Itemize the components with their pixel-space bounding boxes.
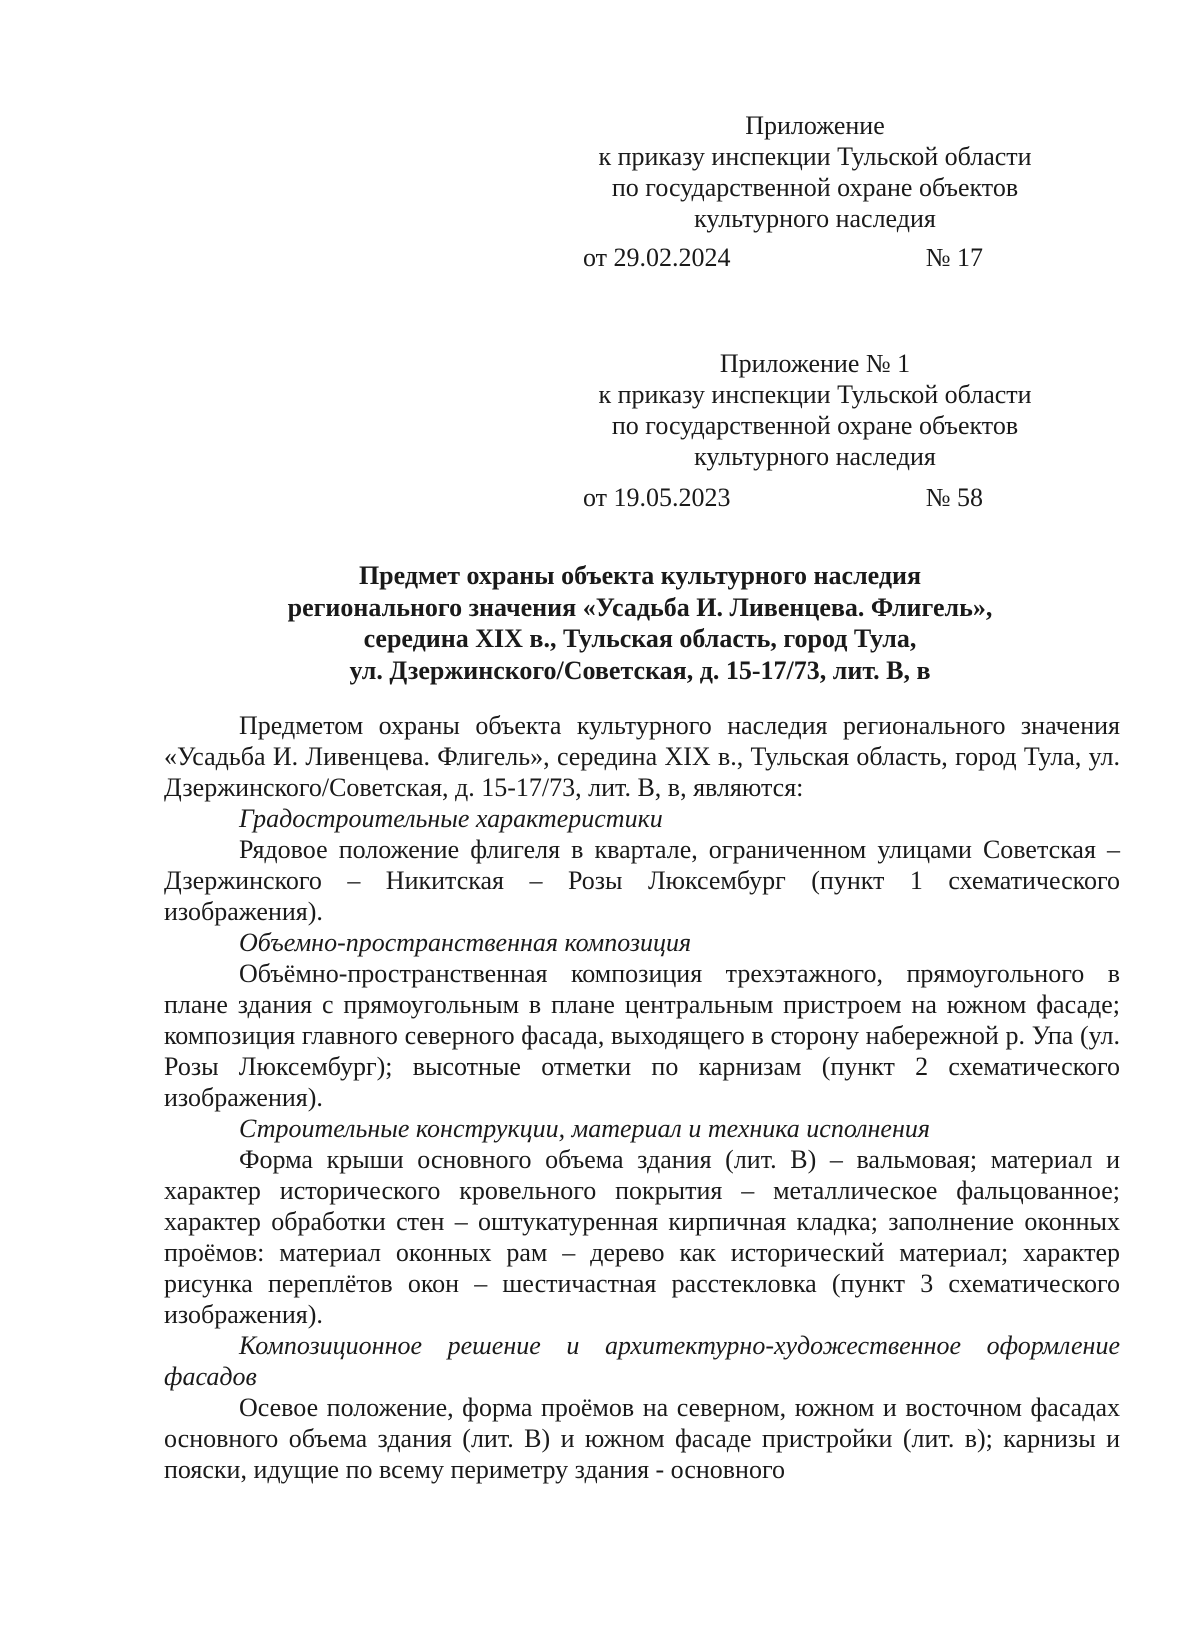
section-text-facades: Осевое положение, форма проёмов на северном, южном и восточном фасадах основного объема здания (лит. В) и южном фасаде пристройки (лит. в); карнизы и пояски, идущие по всему периметру здания - основного bbox=[164, 1393, 1120, 1484]
title-line: середина XIX в., Тульская область, город Тула, bbox=[363, 624, 917, 653]
appendix-line: по государственной охране объектов bbox=[611, 411, 1019, 440]
appendix-header-current bbox=[570, 110, 1060, 234]
appendix-title: Приложение № 1 bbox=[719, 349, 911, 378]
appendix-line: по государственной охране объектов bbox=[611, 173, 1019, 202]
order-date: от 29.02.2024 bbox=[583, 243, 731, 272]
document-body bbox=[164, 710, 1120, 1485]
appendix-header-original bbox=[570, 348, 1060, 472]
appendix-line: культурного наследия bbox=[694, 204, 936, 233]
intro-paragraph: Предметом охраны объекта культурного наследия регионального значения «Усадьба И. Ливенцева. Флигель», середина XIX в., Тульская область, город Тула, ул. Дзержинского/Советская, д. 15-17/73, лит. В, в, являются: bbox=[164, 711, 1120, 802]
appendix-line: к приказу инспекции Тульской области bbox=[598, 142, 1032, 171]
title-line: ул. Дзержинского/Советская, д. 15-17/73, лит. В, в bbox=[349, 655, 931, 685]
title-line: регионального значения «Усадьба И. Ливенцева. Флигель», bbox=[287, 592, 993, 622]
appendix-title: Приложение bbox=[745, 111, 885, 140]
section-heading-urban: Градостроительные характеристики bbox=[239, 804, 663, 833]
order-number: № 17 bbox=[925, 243, 983, 272]
document-title bbox=[160, 560, 1120, 686]
section-heading-facades: Композиционное решение и архитектурно-художественное оформление фасадов bbox=[164, 1331, 1120, 1391]
order-date: от 19.05.2023 bbox=[583, 483, 731, 512]
order-number: № 58 bbox=[925, 483, 983, 512]
appendix-line: культурного наследия bbox=[694, 442, 936, 471]
section-text-urban: Рядовое положение флигеля в квартале, ограниченном улицами Советская – Дзержинского – Никитская – Розы Люксембург (пункт 1 схематического изображения). bbox=[164, 835, 1120, 926]
title-line: Предмет охраны объекта культурного наследия bbox=[358, 561, 922, 590]
section-text-volume: Объёмно-пространственная композиция трехэтажного, прямоугольного в плане здания с прямоугольным в плане центральным пристроем на южном фасаде; композиция главного северного фасада, выходящего в сторону набережной р. Упа (ул. Розы Люксембург); высотные отметки по карнизам (пункт 2 схематического изображения). bbox=[164, 959, 1120, 1112]
section-heading-volume: Объемно-пространственная композиция bbox=[239, 928, 692, 957]
section-text-construction: Форма крыши основного объема здания (лит. В) – вальмовая; материал и характер исторического кровельного покрытия – металлическое фальцованное; характер обработки стен – оштукатуренная кирпичная кладка; заполнение оконных проёмов: материал оконных рам – дерево как исторический материал; характер рисунка переплётов окон – шестичастная расстекловка (пункт 3 схематического изображения). bbox=[164, 1145, 1120, 1329]
appendix-line: к приказу инспекции Тульской области bbox=[598, 380, 1032, 409]
section-heading-construction: Строительные конструкции, материал и техника исполнения bbox=[239, 1114, 930, 1143]
